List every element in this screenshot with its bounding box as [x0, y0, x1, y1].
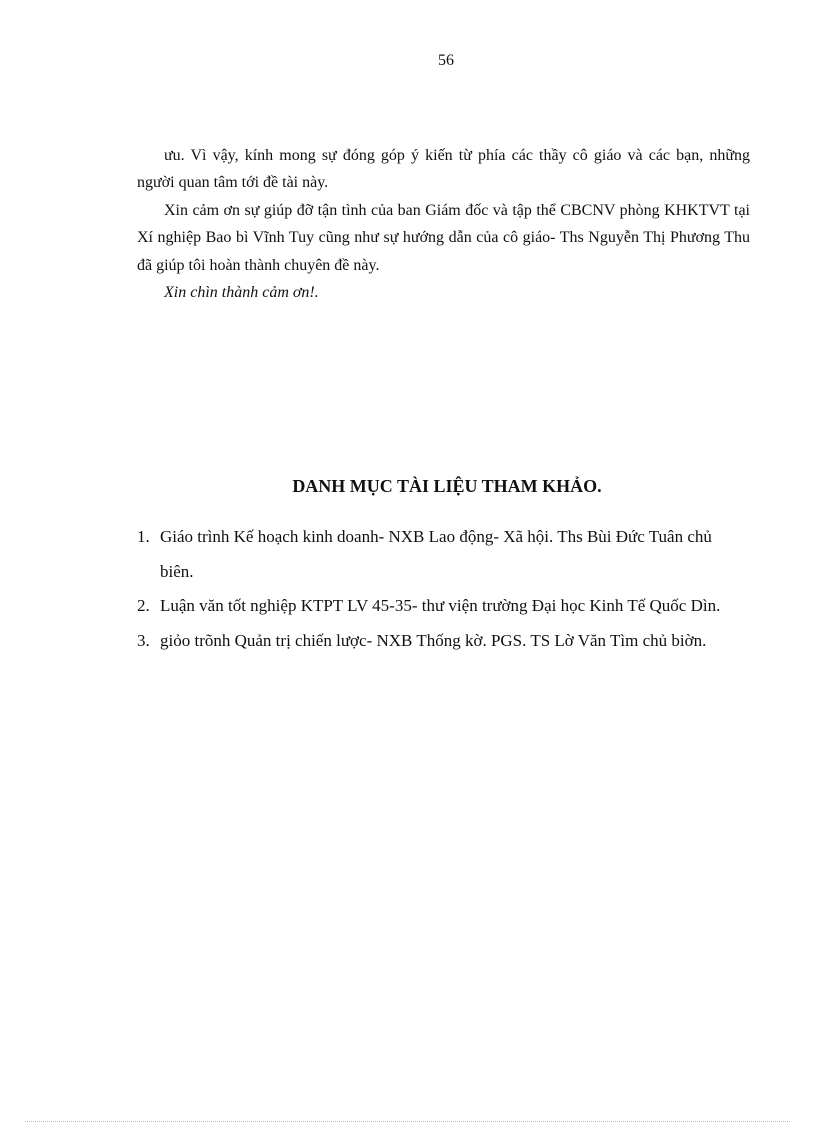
reference-item: [137, 624, 737, 659]
reference-text: giỏo trõnh Quản trị chiến lược- NXB Thống kờ. PGS. TS Lờ Văn Tìm chủ biờn.: [160, 630, 707, 650]
closing-thanks: Xin chìn thành cảm ơn!.: [164, 284, 319, 302]
reference-text: Giáo trình Kế hoạch kinh doanh- NXB Lao động- Xã hội. Ths Bùi Đức Tuân chủ biên.: [160, 527, 712, 581]
page-number: 56: [438, 52, 454, 69]
reference-text: Luận văn tốt nghiệp KTPT LV 45-35- thư viện trường Đại học Kinh Tế Quốc Dìn.: [160, 596, 721, 615]
reference-item: [137, 520, 737, 589]
page-bottom-divider: [25, 1121, 790, 1122]
reference-item: [137, 589, 737, 624]
paragraph: Xin cảm ơn sự giúp đỡ tận tình của ban Giám đốc và tập thể CBCNV phòng KHKTVT tại Xí nghiệp Bao bì Vĩnh Tuy cũng như sự hướng dẫn của cô giáo- Ths Nguyễn Thị Phương Thu đã giúp tôi hoàn thành chuyên đề này.: [137, 201, 750, 274]
reference-number: 2.: [137, 596, 150, 615]
reference-number: 1.: [137, 527, 150, 546]
references-list: [137, 520, 737, 658]
paragraph: ưu. Vì vậy, kính mong sự đóng góp ý kiến từ phía các thầy cô giáo và các bạn, những người quan tâm tới đề tài này.: [137, 147, 750, 192]
body-text: [137, 142, 750, 306]
references-heading: DANH MỤC TÀI LIỆU THAM KHẢO.: [292, 476, 602, 496]
reference-number: 3.: [137, 630, 150, 650]
